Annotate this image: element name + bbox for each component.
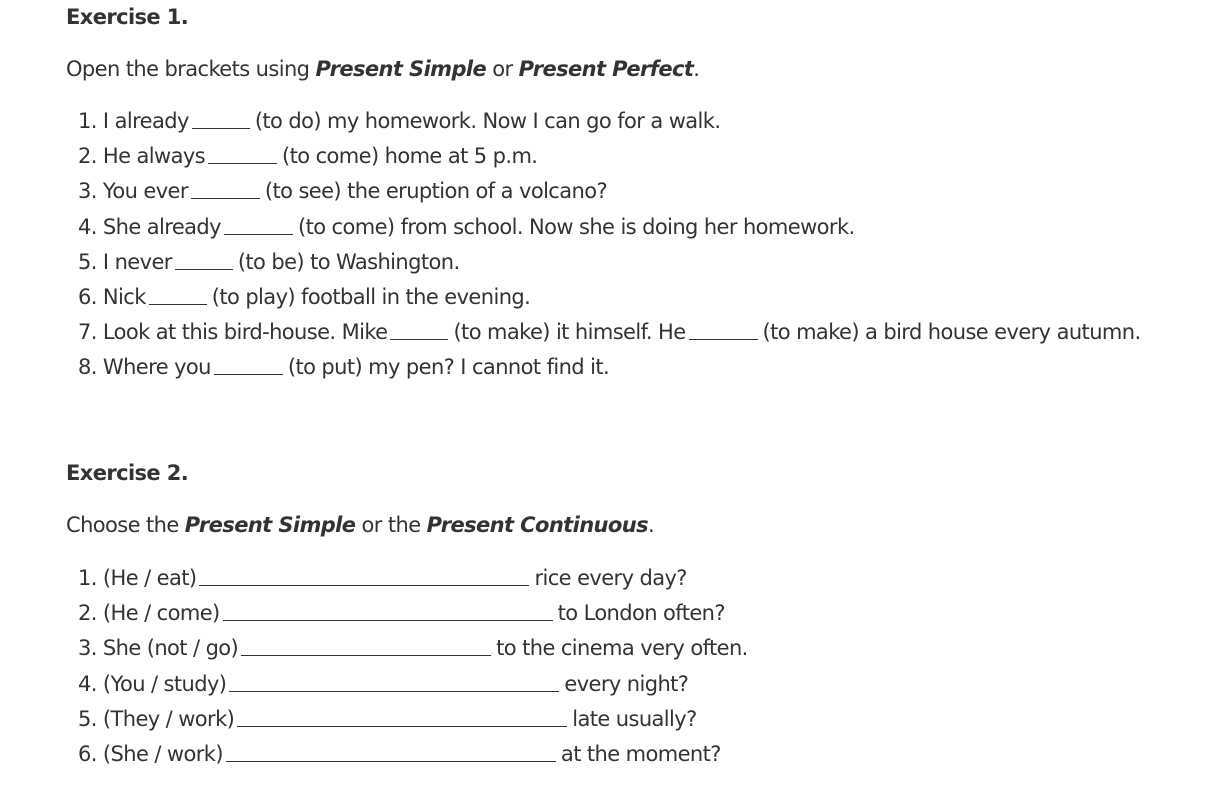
item-number: 5. xyxy=(78,249,97,274)
exercise-2-instruction xyxy=(66,508,654,542)
item-text: (to be) to Washington. xyxy=(237,249,460,274)
exercise-1-title: Exercise 1. xyxy=(66,5,189,29)
exercise-item xyxy=(78,280,1141,315)
item-text: He always xyxy=(102,144,206,169)
exercise-2-title: Exercise 2. xyxy=(66,461,189,485)
item-number: 3. xyxy=(78,636,97,661)
item-number: 2. xyxy=(78,601,97,626)
item-text: You ever xyxy=(102,179,188,204)
instruction-term: Present Simple xyxy=(184,513,356,537)
answer-blank[interactable] xyxy=(223,598,553,621)
exercise-1-instruction xyxy=(66,52,699,86)
answer-blank[interactable] xyxy=(191,176,260,199)
instruction-text: or the xyxy=(355,513,427,537)
item-number: 4. xyxy=(78,214,97,239)
item-text: (to come) home at 5 p.m. xyxy=(282,144,538,169)
item-text: She (not / go) xyxy=(102,636,239,661)
item-number: 5. xyxy=(78,706,97,731)
item-text: (You / study) xyxy=(102,671,227,696)
item-text: Look at this bird-house. Mike xyxy=(102,320,388,345)
answer-blank[interactable] xyxy=(149,282,207,305)
instruction-text: Choose the xyxy=(66,513,185,537)
item-text: to London often? xyxy=(557,601,725,626)
item-text: (to come) from school. Now she is doing her homework. xyxy=(297,214,855,239)
exercise-item xyxy=(78,596,748,631)
item-number: 1. xyxy=(78,566,97,590)
instruction-text: Open the brackets using xyxy=(66,57,316,81)
item-text: She already xyxy=(102,214,221,239)
exercise-item xyxy=(78,350,1141,385)
answer-blank[interactable] xyxy=(241,633,491,656)
item-number: 1. xyxy=(78,109,97,133)
answer-blank[interactable] xyxy=(199,563,529,586)
instruction-term: Present Perfect xyxy=(518,57,694,81)
item-text: (He / eat) xyxy=(102,566,197,590)
item-text: (to put) my pen? I cannot find it. xyxy=(287,355,610,380)
exercise-item xyxy=(78,210,1141,245)
instruction-text: or xyxy=(486,57,519,81)
item-text: I never xyxy=(102,249,172,274)
item-text: every night? xyxy=(564,671,689,696)
item-number: 8. xyxy=(78,355,97,380)
answer-blank[interactable] xyxy=(237,704,567,727)
instruction-term: Present Simple xyxy=(315,57,487,81)
item-text: (He / come) xyxy=(102,601,220,626)
item-text: (to do) my homework. Now I can go for a walk. xyxy=(254,109,721,133)
exercise-item xyxy=(78,245,1141,280)
item-number: 6. xyxy=(78,284,97,309)
item-text: (She / work) xyxy=(102,741,223,766)
exercise-item xyxy=(78,104,1141,139)
exercise-item xyxy=(78,631,748,666)
exercise-item xyxy=(78,737,748,772)
instruction-text: . xyxy=(647,513,655,537)
instruction-term: Present Continuous xyxy=(426,513,648,537)
item-text: Where you xyxy=(102,355,211,380)
exercise-item xyxy=(78,702,748,737)
instruction-text: . xyxy=(693,57,700,81)
item-text: (to make) it himself. He xyxy=(453,320,686,345)
exercise-item xyxy=(78,667,748,702)
exercise-item xyxy=(78,315,1141,350)
exercise-item xyxy=(78,139,1141,174)
answer-blank[interactable] xyxy=(175,247,233,270)
item-number: 2. xyxy=(78,144,97,169)
answer-blank[interactable] xyxy=(224,212,293,235)
item-text: late usually? xyxy=(572,706,697,731)
answer-blank[interactable] xyxy=(226,739,556,762)
item-text: (to make) a bird house every autumn. xyxy=(762,320,1141,345)
exercise-item xyxy=(78,561,748,596)
exercise-item xyxy=(78,174,1141,209)
item-text: I already xyxy=(102,109,189,133)
item-text: Nick xyxy=(102,284,146,309)
item-number: 7. xyxy=(78,320,97,345)
exercise-2-list xyxy=(78,561,748,772)
item-text: at the moment? xyxy=(560,741,721,766)
answer-blank[interactable] xyxy=(192,106,250,129)
answer-blank[interactable] xyxy=(229,669,559,692)
item-text: (to play) football in the evening. xyxy=(211,284,531,309)
item-text: rice every day? xyxy=(534,566,687,590)
answer-blank[interactable] xyxy=(689,317,758,340)
item-text: (They / work) xyxy=(102,706,235,731)
answer-blank[interactable] xyxy=(390,317,448,340)
item-text: (to see) the eruption of a volcano? xyxy=(264,179,608,204)
answer-blank[interactable] xyxy=(214,352,283,375)
answer-blank[interactable] xyxy=(208,141,277,164)
item-text: to the cinema very often. xyxy=(496,636,748,661)
item-number: 4. xyxy=(78,671,97,696)
item-number: 6. xyxy=(78,741,97,766)
item-number: 3. xyxy=(78,179,97,204)
exercise-1-list xyxy=(78,104,1141,386)
